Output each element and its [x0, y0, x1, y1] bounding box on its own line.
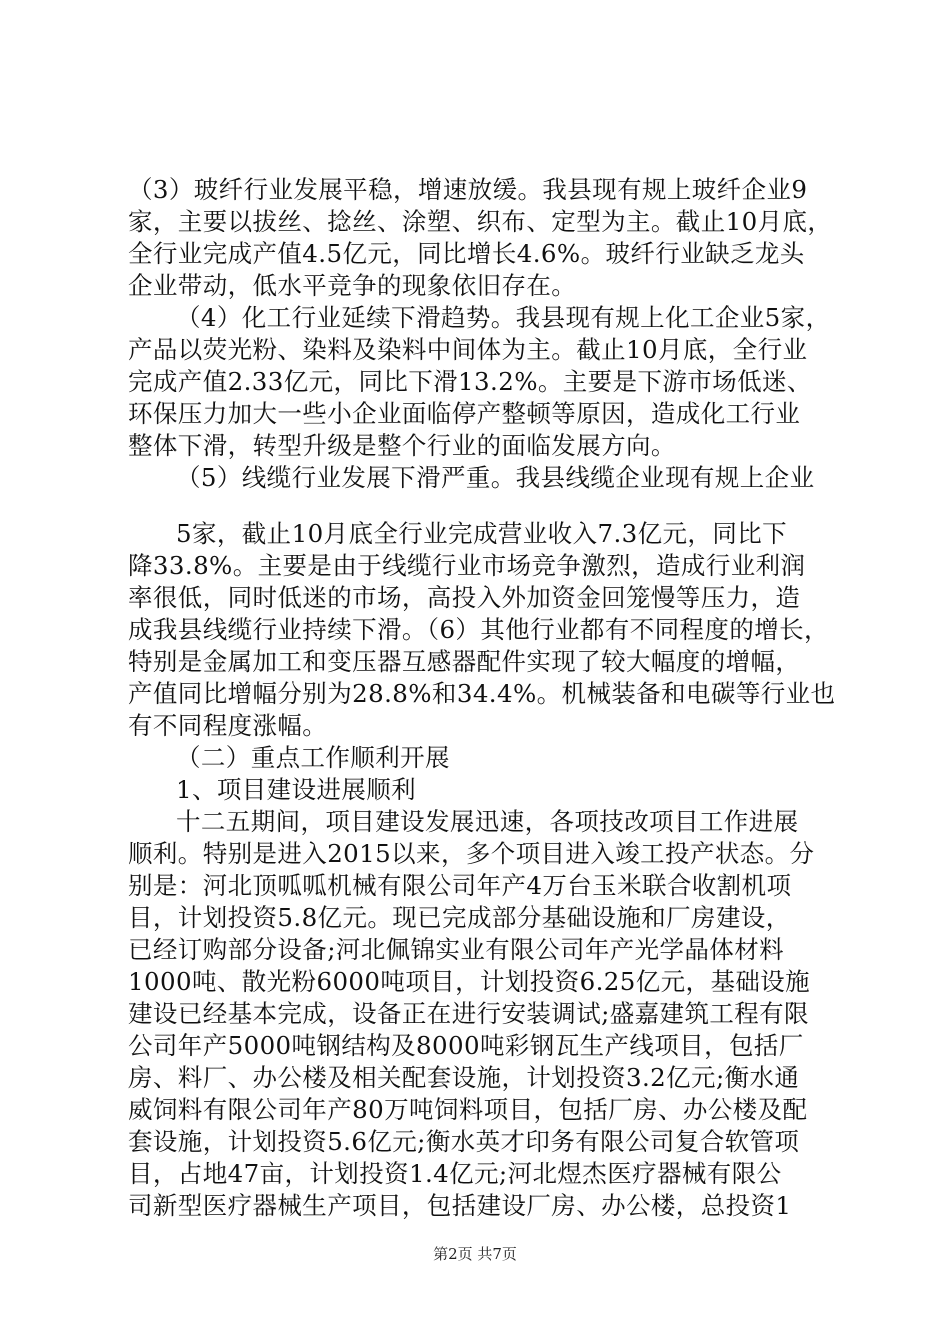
text-line: 威饲料有限公司年产80万吨饲料项目，包括厂房、办公楼及配 — [128, 1095, 808, 1124]
text-line: 有不同程度涨幅。 — [128, 711, 328, 740]
text-line: 5家，截止10月底全行业完成营业收入7.3亿元，同比下 — [176, 519, 788, 548]
text-line: 产品以荧光粉、染料及染料中间体为主。截止10月底，全行业 — [128, 335, 808, 364]
text-line: 套设施，计划投资5.6亿元;衡水英才印务有限公司复合软管项 — [128, 1127, 800, 1156]
page-number: 第2页 共7页 — [433, 1245, 517, 1263]
text-line: 特别是金属加工和变压器互感器配件实现了较大幅度的增幅， — [128, 647, 801, 676]
text-line: 已经订购部分设备;河北佩锦实业有限公司年产光学晶体材料 — [128, 935, 785, 964]
text-line: 公司年产5000吨钢结构及8000吨彩钢瓦生产线项目，包括厂 — [128, 1031, 804, 1060]
text-line: 房、料厂、办公楼及相关配套设施，计划投资3.2亿元;衡水通 — [128, 1063, 800, 1092]
text-line: （5）线缆行业发展下滑严重。我县线缆企业现有规上企业 — [176, 463, 815, 492]
text-line: 整体下滑，转型升级是整个行业的面临发展方向。 — [128, 431, 676, 460]
text-line: 顺利。特别是进入2015以来，多个项目进入竣工投产状态。分 — [128, 839, 815, 868]
subsection-heading: 1、项目建设进展顺利 — [176, 775, 417, 804]
text-line: （3）玻纤行业发展平稳，增速放缓。我县现有规上玻纤企业9 — [128, 175, 808, 204]
text-line: 完成产值2.33亿元，同比下滑13.2%。主要是下游市场低迷、 — [128, 367, 812, 396]
text-line: 目，计划投资5.8亿元。现已完成部分基础设施和厂房建设， — [128, 903, 791, 932]
text-line: 全行业完成产值4.5亿元，同比增长4.6%。玻纤行业缺乏龙头 — [128, 239, 805, 268]
section-heading: （二）重点工作顺利开展 — [176, 743, 450, 772]
text-line: 别是：河北顶呱呱机械有限公司年产4万台玉米联合收割机项 — [128, 871, 792, 900]
text-line: 司新型医疗器械生产项目，包括建设厂房、办公楼，总投资1 — [128, 1191, 792, 1220]
text-line: 1000吨、散光粉6000吨项目，计划投资6.25亿元，基础设施 — [128, 967, 811, 996]
text-line: 成我县线缆行业持续下滑。（6）其他行业都有不同程度的增长， — [128, 615, 829, 644]
text-line: 家，主要以拔丝、捻丝、涂塑、织布、定型为主。截止10月底， — [128, 207, 833, 236]
text-line: 建设已经基本完成，设备正在进行安装调试;盛嘉建筑工程有限 — [128, 999, 809, 1028]
text-line: 十二五期间，项目建设发展迅速，各项技改项目工作进展 — [176, 807, 799, 836]
text-line: （4）化工行业延续下滑趋势。我县现有规上化工企业5家， — [176, 303, 831, 332]
text-line: 目，占地47亩，计划投资1.4亿元;河北煜杰医疗器械有限公 — [128, 1159, 782, 1188]
text-line: 产值同比增幅分别为28.8%和34.4%。机械装备和电碳等行业也 — [128, 679, 836, 708]
text-line: 企业带动，低水平竞争的现象依旧存在。 — [128, 271, 577, 300]
text-line: 环保压力加大一些小企业面临停产整顿等原因，造成化工行业 — [128, 399, 801, 428]
text-line: 率很低，同时低迷的市场，高投入外加资金回笼慢等压力，造 — [128, 583, 801, 612]
text-line: 降33.8%。主要是由于线缆行业市场竞争激烈，造成行业利润 — [128, 551, 806, 580]
